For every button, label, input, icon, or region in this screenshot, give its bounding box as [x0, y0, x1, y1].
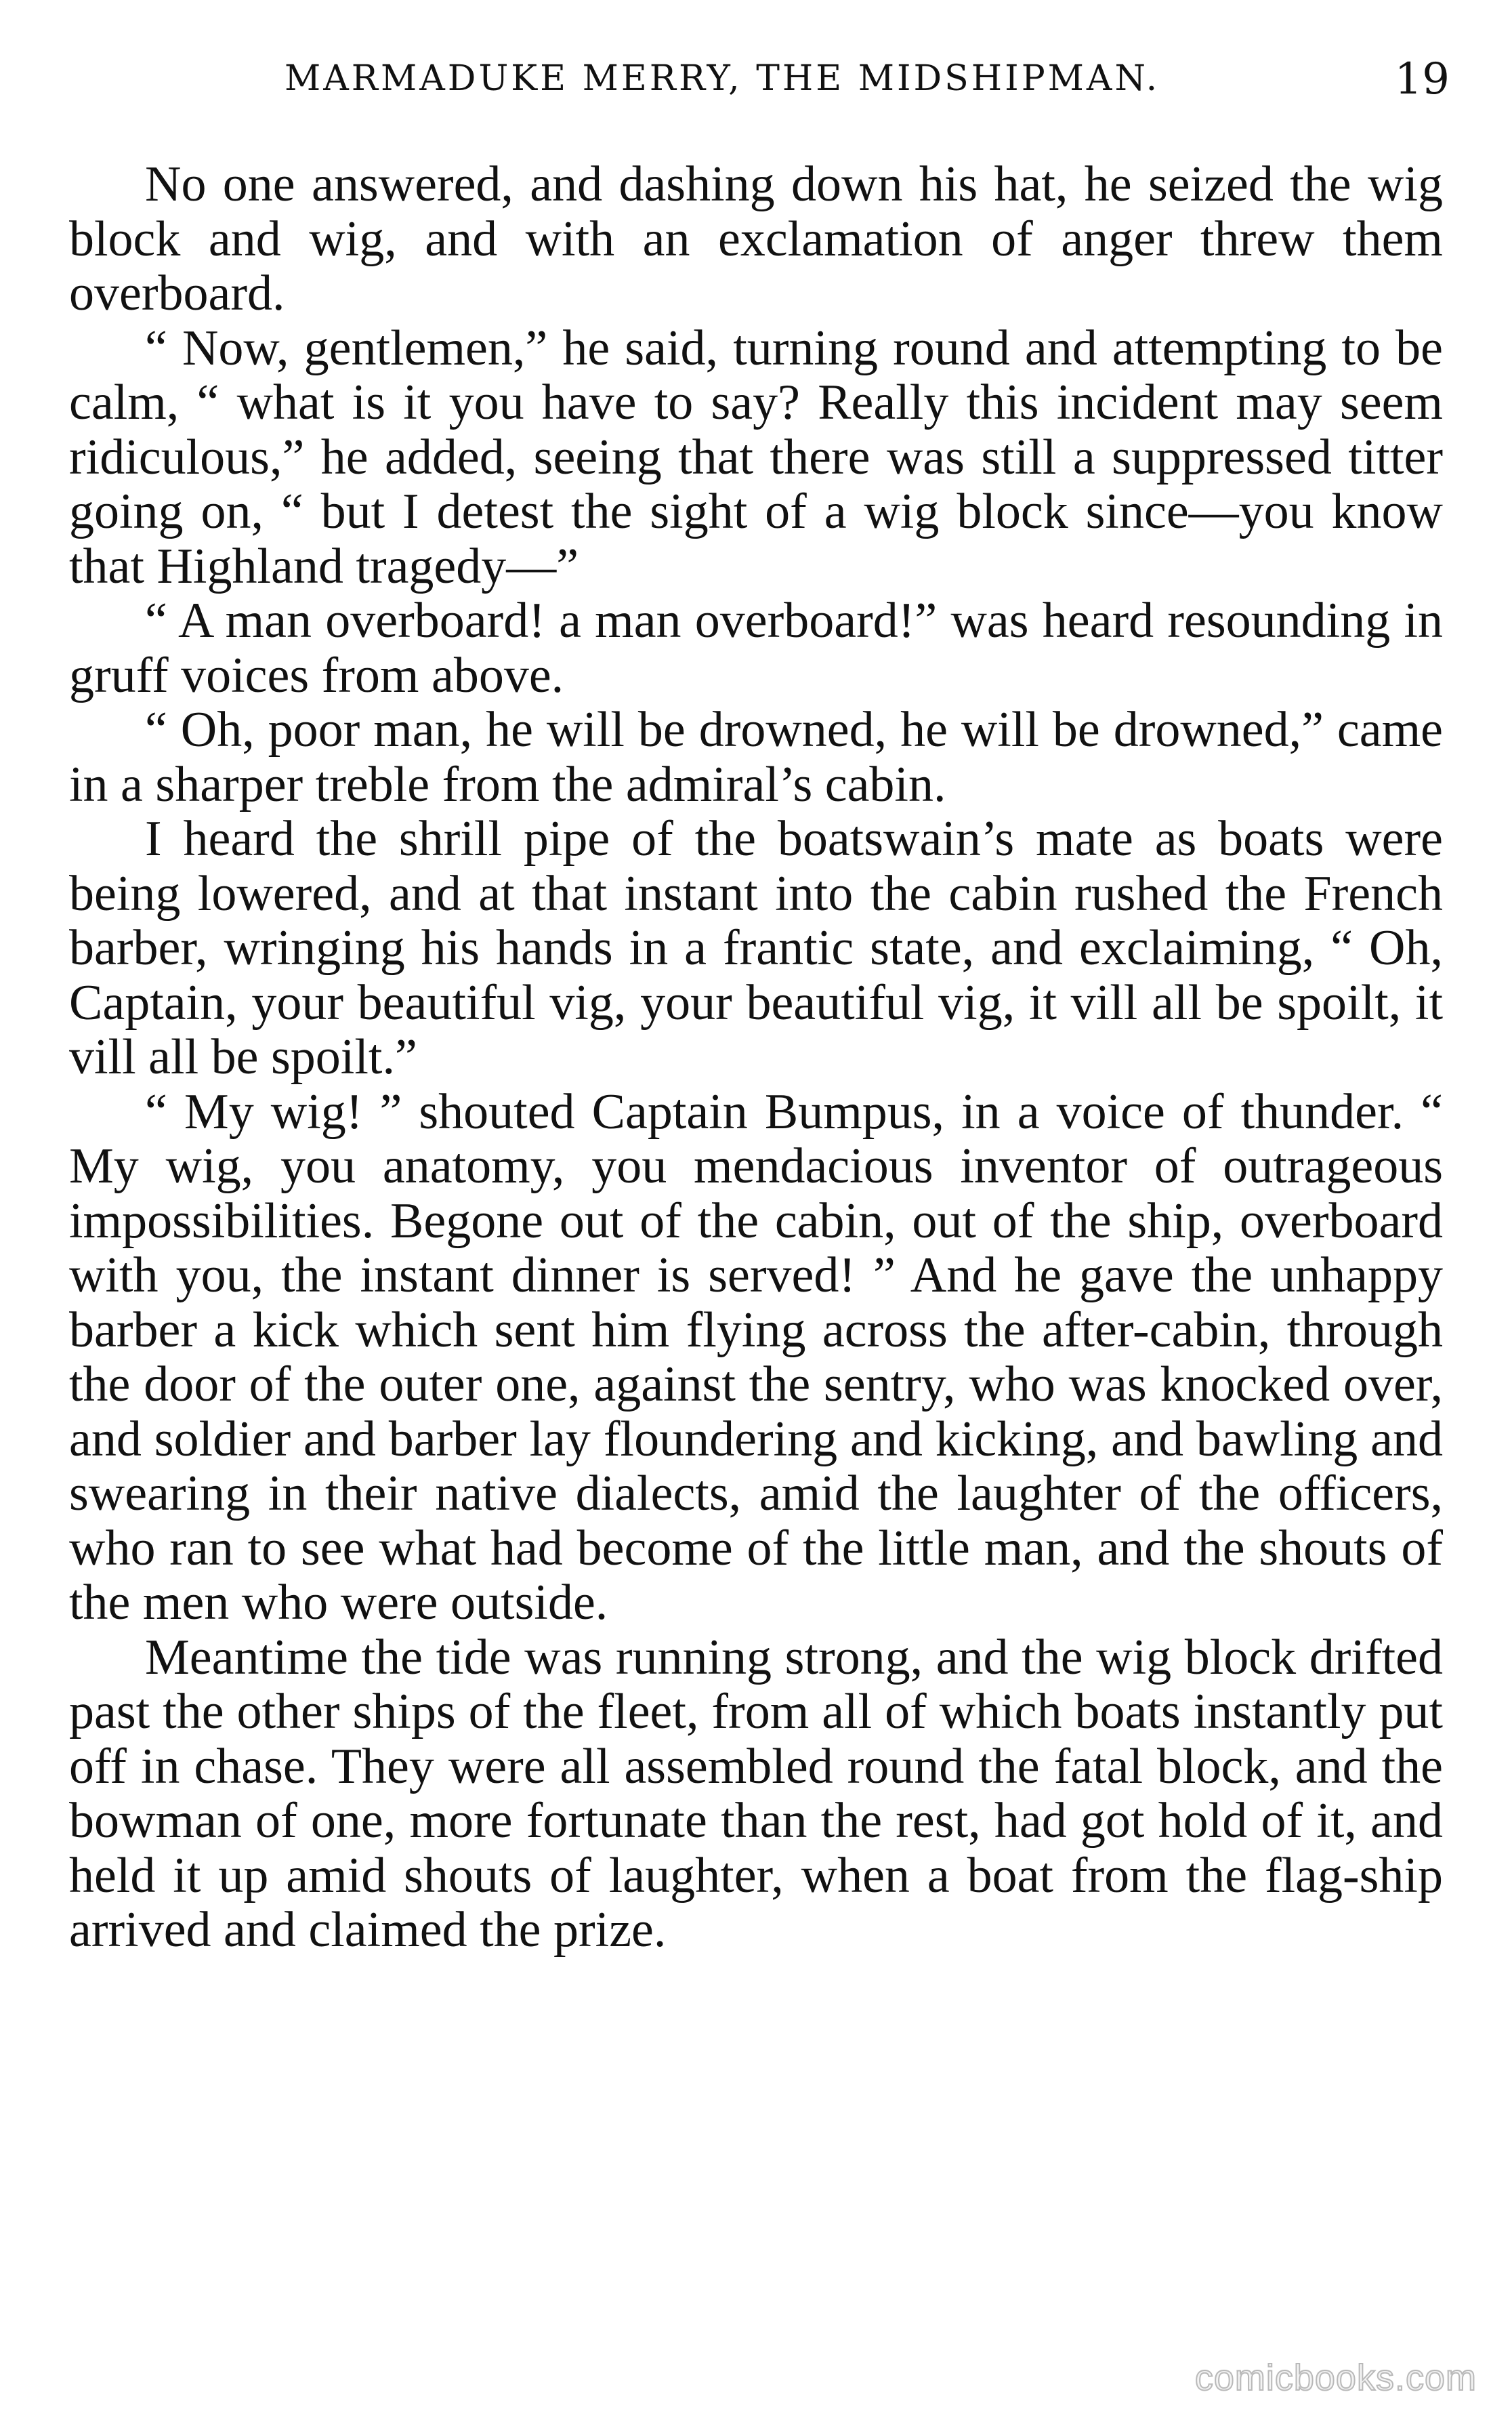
watermark: comicbooks.com [1194, 2357, 1477, 2398]
paragraph: “ Now, gentlemen,” he said, turning round and attempting to be calm, “ what is it you have to say? Really this incident may seem ridiculous,” he added, seeing that there was still a suppressed titter going on, “ but I detest the sight of a wig block since—you know that Highland tragedy—” [69, 320, 1443, 594]
running-head: MARMADUKE MERRY, THE MIDSHIPMAN. [285, 58, 1160, 99]
paragraph: “ Oh, poor man, he will be drowned, he will be drowned,” came in a sharper treble from the admiral’s cabin. [69, 702, 1443, 812]
paragraph: “ My wig! ” shouted Captain Bumpus, in a voice of thunder. “ My wig, you anatomy, you mendacious inventor of outrageous impossibilities. Begone out of the cabin, out of the ship, overboard with you, the instant dinner is served! ” And he gave the unhappy barber a kick which sent him flying across the after-cabin, through the door of the outer one, against the sentry, who was knocked over, and soldier and barber lay floundering and kicking, and bawling and swearing in their native dialects, amid the laughter of the officers, who ran to see what had become of the little man, and the shouts of the men who were outside. [69, 1084, 1443, 1630]
paragraph: Meantime the tide was running strong, and the wig block drifted past the other ships of the fleet, from all of which boats instantly put off in chase. They were all assembled round the fatal block, and the bowman of one, more fortunate than the rest, had got hold of it, and held it up amid shouts of laughter, when a boat from the flag-ship arrived and claimed the prize. [69, 1629, 1443, 1958]
paragraph: I heard the shrill pipe of the boatswain’s mate as boats were being lowered, and at that instant into the cabin rushed the French barber, wringing his hands in a frantic state, and exclaiming, “ Oh, Captain, your beautiful vig, your beautiful vig, it vill all be spoilt, it vill all be spoilt.” [69, 811, 1443, 1085]
paragraph: No one answered, and dashing down his hat, he seized the wig block and wig, and with an exclamation of anger threw them overboard. [69, 157, 1443, 321]
page-number: 19 [1394, 54, 1450, 104]
paragraph: “ A man overboard! a man overboard!” was heard resounding in gruff voices from above. [69, 593, 1443, 703]
body-text [69, 157, 1443, 1958]
